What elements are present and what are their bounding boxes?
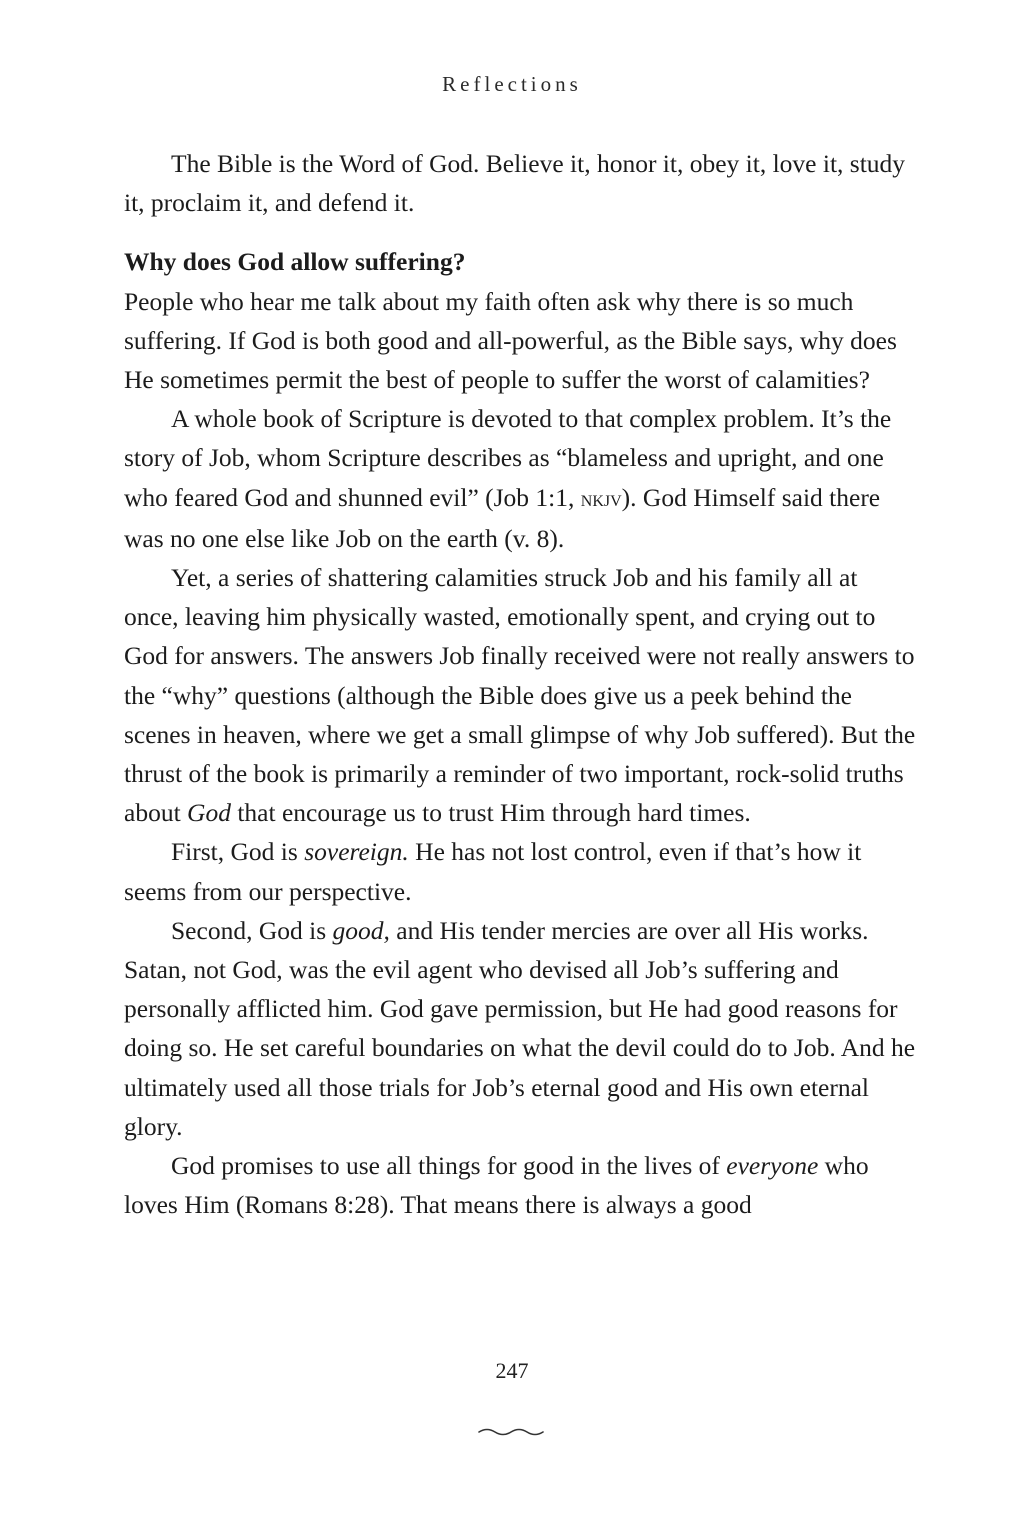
paragraph-text: People who hear me talk about my faith often ask why there is so much suffering. If God is both good and all-powerful, as the Bible says, why does He sometimes permit the best of people to suffer the worst of calamities?	[124, 286, 897, 395]
paragraph-text: that encourage us to trust Him through hard times.	[230, 798, 751, 828]
paragraph-bible-word	[124, 144, 916, 222]
page-body	[124, 144, 916, 1224]
emphasis-text: everyone	[726, 1151, 819, 1181]
paragraph-promise	[124, 1146, 916, 1224]
section-heading: Why does God allow suffering?	[124, 247, 466, 277]
paragraph-calamities	[124, 558, 916, 832]
paragraph-sovereign	[124, 832, 916, 910]
paragraph-text: The Bible is the Word of God. Believe it, honor it, obey it, love it, study it, proclaim it, and defend it.	[124, 149, 906, 218]
wave-ornament-icon	[477, 1426, 549, 1438]
bible-version-abbrev: nkjv	[580, 485, 622, 512]
page-number: 247	[495, 1358, 529, 1383]
paragraph-question	[124, 282, 916, 400]
paragraph-text: and His tender mercies are over all His works. Satan, not God, was the evil agent who devised all Job’s suffering and personally afflicted him. God gave permission, but He had good reasons for doing so. He set careful boundaries on what the devil could do to Job. And he ultimately used all those trials for Job’s eternal good and His own eternal glory.	[124, 915, 916, 1141]
paragraph-text: God promises to use all things for good in the lives of	[171, 1151, 727, 1181]
running-head: Reflections	[442, 72, 582, 96]
paragraph-text: who loves Him (Romans 8:28). That means there is always a good	[124, 1151, 869, 1220]
emphasis-text: sovereign.	[304, 837, 409, 867]
paragraph-text: A whole book of Scripture is devoted to that complex problem. It’s the story of Job, whom Scripture describes as “blameless and upright, and one who feared God and shunned evil” (Job 1:1,	[124, 404, 892, 512]
paragraph-job-story	[124, 399, 916, 558]
emphasis-text: God	[187, 798, 231, 828]
emphasis-text: good,	[332, 915, 390, 945]
paragraph-text: ). God Himself said there was no one else like Job on the earth (v. 8).	[124, 482, 881, 553]
paragraph-text: Yet, a series of shattering calamities struck Job and his family all at once, leaving him physically wasted, emotionally spent, and crying out to God for answers. The answers Job finally received were not really answers to the “why” questions (although the Bible does give us a peek behind the scenes in heaven, where we get a small glimpse of why Job suffered). But the thrust of the book is primarily a reminder of two important, rock-solid truths about	[124, 563, 916, 828]
paragraph-text: He has not lost control, even if that’s how it seems from our perspective.	[124, 837, 862, 906]
paragraph-text: First, God is	[171, 837, 305, 867]
paragraph-text: Second, God is	[171, 915, 333, 945]
paragraph-good	[124, 911, 916, 1146]
